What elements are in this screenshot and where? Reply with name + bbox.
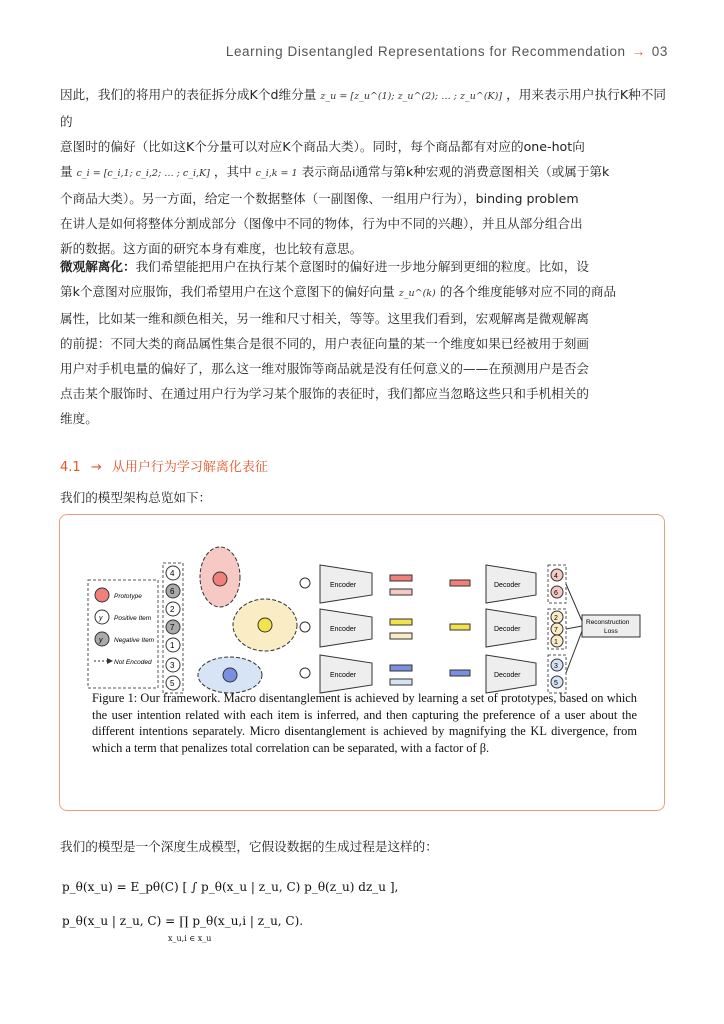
section-number: 4.1: [60, 460, 81, 475]
encoder-row-mid: [300, 609, 536, 647]
decoder-label: Decoder: [494, 582, 521, 589]
svg-text:4: 4: [170, 569, 175, 578]
left-node: [166, 584, 180, 598]
legend-prototype-icon: [95, 588, 109, 602]
section-title: 从用户行为学习解离化表征: [111, 460, 268, 475]
paragraph-macro: [60, 82, 666, 261]
svg-text:6: 6: [554, 590, 558, 597]
equation-zu: z_u = [z_u^(1); z_u^(2); … ; z_u^(K)]: [320, 91, 503, 102]
para2-line: 点击某个服饰时、在通过用户行为学习某个服饰的表征时，我们都应当忽略这些只和手机相关的: [60, 386, 589, 401]
para2-line: 属性，比如某一维和颜色相关，另一维和尺寸相关，等等。这里我们看到，宏观解离是微观解离: [60, 311, 589, 326]
svg-text:1: 1: [554, 639, 558, 646]
prototype-blue: [223, 668, 237, 682]
encoder-row-bottom: [300, 655, 536, 693]
svg-text:3: 3: [170, 661, 175, 670]
para2-line: 第k个意图对应服饰，我们希望用户在这个意图下的偏好向量 z_u^(k) 的各个维度能够对应不同的商品: [60, 284, 617, 299]
header-title: Learning Disentangled Representations for Recommendation: [225, 44, 626, 59]
decoder-label: Decoder: [494, 626, 521, 633]
connector: [566, 626, 582, 629]
equation-cik: c_i,k = 1: [255, 168, 298, 179]
encoder-label: Encoder: [330, 626, 357, 633]
legend-not-encoded-label: Not Encoded: [114, 659, 152, 666]
figure-caption: Figure 1: Our framework. Macro disentanglement is achieved by learning a set of prototypes, based on which the user intention related with each item is inferred, and then capturing the preference of a user about the different intentions separately. Micro disentanglement is achieved by magnifying the KL divergence, from which a term that penalizes total correlation can be separated, with a factor of β.: [92, 691, 637, 755]
figure-intro: 我们的模型架构总览如下：: [60, 490, 212, 505]
paragraph-micro: [60, 254, 666, 431]
left-node: [166, 620, 180, 634]
svg-text:2: 2: [554, 615, 558, 622]
loss-label: Loss: [604, 628, 618, 635]
equation-zuk: z_u^(k): [398, 288, 436, 299]
svg-text:5: 5: [554, 680, 558, 687]
svg-text:4: 4: [554, 573, 558, 580]
micro-label: 微观解离化：: [60, 259, 136, 274]
header-arrow-icon: →: [631, 44, 646, 59]
figure-box: [59, 514, 665, 811]
formula-product-subscript: x_u,i ∈ x_u: [168, 934, 212, 943]
left-node: [166, 638, 180, 652]
connector: [566, 631, 582, 673]
left-node: [166, 676, 180, 690]
para2-line: 的前提：不同大类的商品属性集合是很不同的，用户表征向量的某一个维度如果已经被用于刻画: [60, 336, 589, 351]
para2-line: 微观解离化：我们希望能把用户在执行某个意图时的偏好进一步地分解到更细的粒度。比如，设: [60, 259, 589, 274]
formula-marginal: p_θ(x_u) = E_pθ(C) [ ∫ p_θ(x_u | z_u, C) p_θ(z_u) dz_u ],: [62, 880, 399, 894]
legend-positive-node-label: y: [99, 615, 103, 622]
para2-line: 用户对手机电量的偏好了，那么这一维对服饰等商品就是没有任何意义的——在预测用户是否会: [60, 361, 589, 376]
para1-line: 在讲人是如何将整体分割成部分（图像中不同的物体，行为中不同的兴趣），并且从部分组合出: [60, 216, 583, 231]
connector: [566, 584, 582, 621]
item-column: [163, 563, 183, 693]
section-heading: [60, 456, 268, 475]
svg-text:2: 2: [170, 605, 175, 614]
left-node: [166, 566, 180, 580]
para1-line: 意图时的偏好（比如这K个分量可以对应K个商品大类）。同时，每个商品都有对应的one-hot向: [60, 139, 585, 154]
prototype-yellow: [258, 618, 272, 632]
svg-text:7: 7: [170, 623, 175, 632]
legend-negative-label: Negative Item: [114, 637, 155, 644]
svg-text:7: 7: [554, 627, 558, 634]
equation-ci: c_i = [c_i,1; c_i,2; … ; c_i,K]: [76, 168, 210, 179]
left-node: [166, 602, 180, 616]
running-header: [226, 44, 668, 59]
svg-text:3: 3: [554, 663, 558, 670]
decoder-label: Decoder: [494, 672, 521, 679]
svg-text:1: 1: [170, 641, 175, 650]
legend: [88, 580, 158, 688]
legend-positive-label: Positive Item: [114, 615, 152, 622]
section-arrow-icon: →: [90, 460, 102, 475]
prototype-red: [213, 572, 227, 586]
output-nodes: [548, 565, 566, 693]
framework-diagram: [60, 515, 665, 811]
encoder-row-top: [300, 565, 536, 603]
svg-text:6: 6: [170, 587, 175, 596]
legend-negative-node-label: y: [99, 637, 103, 644]
formula-likelihood: p_θ(x_u | z_u, C) = ∏ p_θ(x_u,i | z_u, C).: [62, 914, 304, 928]
encoder-label: Encoder: [330, 582, 357, 589]
svg-text:5: 5: [170, 679, 175, 688]
model-intro: 我们的模型是一个深度生成模型，它假设数据的生成过程是这样的：: [60, 839, 438, 854]
para1-line: 量 c_i = [c_i,1; c_i,2; … ; c_i,K] ，其中 c_i,k = 1 表示商品i通常与第k种宏观的消费意图相关（或属于第k: [60, 164, 610, 179]
para2-line: 维度。: [60, 411, 98, 426]
reconstruction-label: Reconstruction: [586, 619, 630, 626]
legend-prototype-label: Prototype: [114, 593, 142, 600]
para1-line: 因此，我们的将用户的表征拆分成K个d维分量 z_u = [z_u^(1); z_u^(2); … ; z_u^(K)] ，用来表示用户执行K种不同的: [60, 87, 667, 129]
para1-line: 个商品大类）。另一方面，给定一个数据整体（一副图像、一组用户行为），binding problem: [60, 191, 579, 206]
encoder-label: Encoder: [330, 672, 357, 679]
para1-line: 新的数据。这方面的研究本身有难度，也比较有意思。: [60, 241, 363, 256]
left-node: [166, 658, 180, 672]
page-number: 03: [651, 44, 668, 59]
